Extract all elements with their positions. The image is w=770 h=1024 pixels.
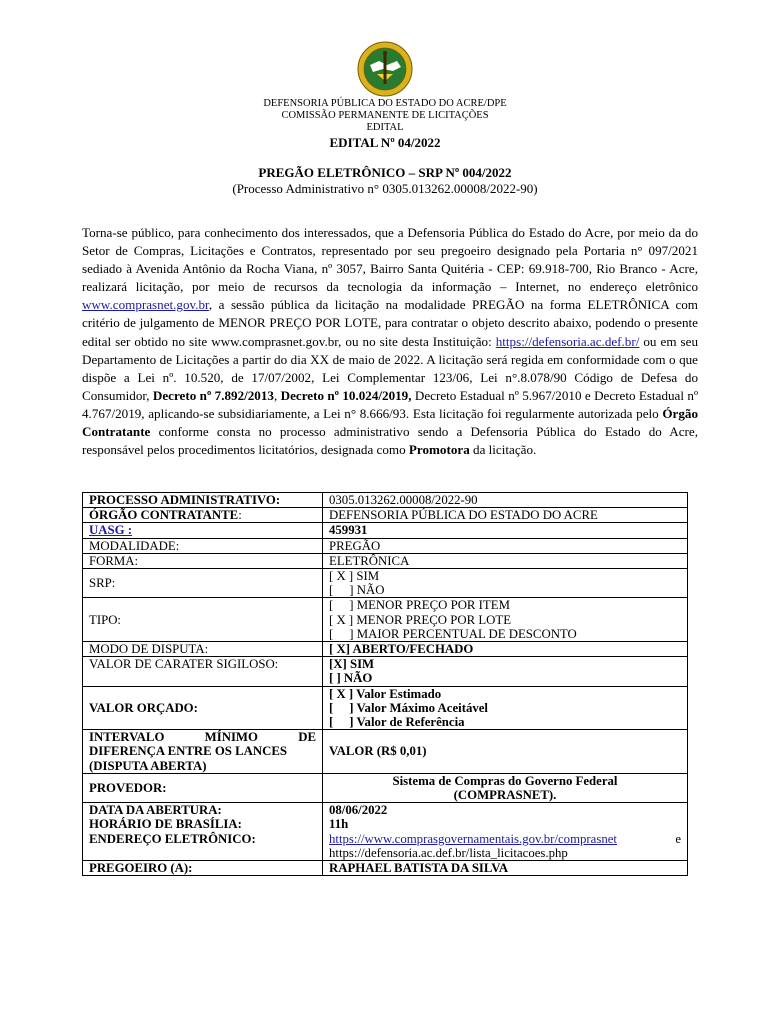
data-label: DATA DA ABERTURA: bbox=[89, 803, 222, 818]
defensoria-link[interactable]: https://defensoria.ac.def.br/ bbox=[495, 333, 640, 349]
pregao-title: PREGÃO ELETRÔNICO – SRP Nº 004/2022 bbox=[258, 165, 512, 180]
processo-label: PROCESSO ADMINISTRATIVO: bbox=[83, 493, 323, 508]
table-row bbox=[83, 523, 688, 538]
defensoria-licitacoes-url: https://defensoria.ac.def.br/lista_licitacoes.php bbox=[329, 845, 568, 860]
table-row bbox=[83, 773, 688, 802]
provedor-label: PROVEDOR: bbox=[83, 773, 323, 802]
tipo-label: TIPO: bbox=[83, 598, 323, 642]
orcado-label: VALOR ORÇADO: bbox=[83, 686, 323, 730]
pregoeiro-label: PREGOEIRO (A): bbox=[83, 861, 323, 876]
provedor-value: Sistema de Compras do Governo Federal (COMPRASNET). bbox=[323, 773, 688, 802]
sigiloso-option-nao: [ ] NÃO bbox=[329, 671, 373, 686]
table-row bbox=[83, 686, 688, 730]
orgao-value: DEFENSORIA PÚBLICA DO ESTADO DO ACRE bbox=[323, 508, 688, 523]
sigiloso-label: VALOR DE CARATER SIGILOSO: bbox=[83, 657, 323, 686]
table-row bbox=[83, 657, 688, 686]
disputa-label: MODO DE DISPUTA: bbox=[83, 642, 323, 657]
comprasnet-link[interactable]: www.comprasnet.gov.br bbox=[82, 297, 209, 313]
commission-name: COMISSÃO PERMANENTE DE LICITAÇÕES bbox=[281, 110, 489, 121]
tipo-option-desconto: [ ] MAIOR PERCENTUAL DE DESCONTO bbox=[329, 626, 577, 641]
tipo-option-item: [ ] MENOR PREÇO POR ITEM bbox=[329, 598, 510, 613]
table-row bbox=[83, 569, 688, 598]
forma-value: ELETRÔNICA bbox=[323, 553, 688, 568]
srp-option-sim: [ X ] SIM bbox=[329, 569, 380, 584]
table-row bbox=[83, 730, 688, 774]
table-row bbox=[83, 598, 688, 642]
endereco-label: ENDEREÇO ELETRÔNICO: bbox=[89, 831, 256, 846]
tipo-option-lote: [ X ] MENOR PREÇO POR LOTE bbox=[329, 612, 512, 627]
sigiloso-option-sim: [X] SIM bbox=[329, 657, 375, 672]
forma-label: FORMA: bbox=[83, 553, 323, 568]
table-row: DATA DA ABERTURA: HORÁRIO DE BRASÍLIA: ENDEREÇO ELETRÔNICO: 08/06/2022 11h https://www.comprasgovernamentais.gov.br/comprasnet e https://defensoria.ac.def.br/lista_licitacoes.php bbox=[83, 803, 688, 861]
orgao-label: ÓRGÃO CONTRATANTE: bbox=[83, 508, 323, 523]
orcado-option-referencia: [ ] Valor de Referência bbox=[329, 715, 465, 730]
horario-value: 11h bbox=[329, 817, 349, 832]
srp-option-nao: [ ] NÃO bbox=[329, 583, 385, 598]
table-row bbox=[83, 508, 688, 523]
orcado-option-estimado: [ X ] Valor Estimado bbox=[329, 686, 442, 701]
edital-label: EDITAL bbox=[366, 122, 404, 133]
table-row bbox=[83, 493, 688, 508]
edital-info-table bbox=[82, 492, 688, 876]
uasg-link[interactable]: UASG : bbox=[89, 523, 133, 538]
modalidade-value: PREGÃO bbox=[323, 538, 688, 553]
processo-subtitle: (Processo Administrativo n° 0305.013262.00008/2022-90) bbox=[232, 181, 538, 196]
processo-value: 0305.013262.00008/2022-90 bbox=[323, 493, 688, 508]
institution-name: DEFENSORIA PÚBLICA DO ESTADO DO ACRE/DPE bbox=[263, 98, 507, 109]
defensoria-seal-icon bbox=[357, 41, 413, 97]
table-row bbox=[83, 538, 688, 553]
disputa-value: [ X] ABERTO/FECHADO bbox=[323, 642, 688, 657]
table-row bbox=[83, 642, 688, 657]
srp-label: SRP: bbox=[83, 569, 323, 598]
comprasgovernamentais-link[interactable]: https://www.comprasgovernamentais.gov.br/comprasnet bbox=[329, 831, 617, 846]
intervalo-value: VALOR (R$ 0,01) bbox=[323, 730, 688, 774]
table-row bbox=[83, 553, 688, 568]
intro-paragraph: Torna-se público, para conhecimento dos interessados, que a Defensoria Pública do Estado do Acre, por meio da do Setor de Compras, Licitações e Contratos, representado por seu pregoeiro designado pela Portaria n° 097/2021 sediado à Avenida Antônio da Rocha Viana, nº 3057, Bairro Santa Quitéria - CEP: 69.918-700, Rio Branco - Acre, realizará licitação, por meio de recursos da tecnologia da informação – Internet, no endereço eletrônico www.comprasnet.gov.br, a sessão pública da licitação na modalidade PREGÃO na forma ELETRÔNICA com critério de julgamento de MENOR PREÇO POR LOTE, para contratar o objeto descrito abaixo, podendo o presente edital ser obtido no site www.comprasnet.gov.br, ou no site desta Instituição: https://defensoria.ac.def.br/ ou em seu Departamento de Licitações a partir do dia XX de maio de 2022. A licitação será regida em conformidade com o que dispõe a Lei nº. 10.520, de 17/07/2002, Lei Complementar 123/06, Lei n°.8.078/90 Código de Defesa do Consumidor, Decreto nº 7.892/2013, Decreto nº 10.024/2019, Decreto Estadual nº 5.967/2010 e Decreto Estadual nº 4.767/2019, aplicando-se subsidiariamente, a Lei n° 8.666/93. Esta licitação foi regularmente autorizada pelo Órgão Contratante conforme consta no processo administrativo sendo a Defensoria Pública do Estado do Acre, responsável pelos procedimentos licitatórios, designada como Promotora da licitação. bbox=[82, 225, 698, 458]
uasg-value: 459931 bbox=[323, 523, 688, 538]
orcado-option-maximo: [ ] Valor Máximo Aceitável bbox=[329, 700, 488, 715]
modalidade-label: MODALIDADE: bbox=[83, 538, 323, 553]
intervalo-label: INTERVALO MÍNIMO DE DIFERENÇA ENTRE OS LANCES (DISPUTA ABERTA) bbox=[83, 730, 323, 774]
table-row bbox=[83, 861, 688, 876]
horario-label: HORÁRIO DE BRASÍLIA: bbox=[89, 817, 242, 832]
data-value: 08/06/2022 bbox=[329, 803, 388, 818]
pregoeiro-value: RAPHAEL BATISTA DA SILVA bbox=[323, 861, 688, 876]
edital-number: EDITAL Nº 04/2022 bbox=[329, 135, 441, 150]
